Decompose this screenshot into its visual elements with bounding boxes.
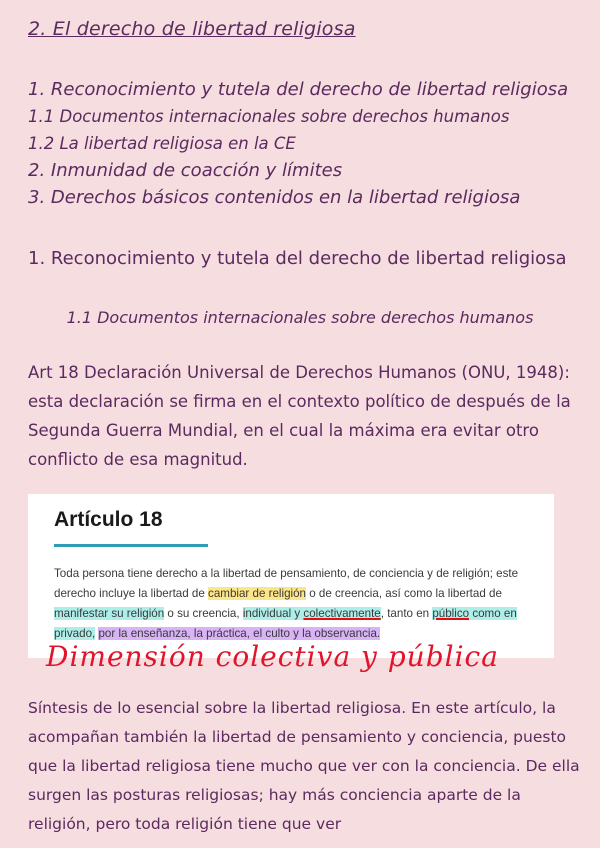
toc-item: 1. Reconocimiento y tutela del derecho de libertad religiosa [28, 79, 569, 100]
highlight-cyan-underlined: colectivamente [303, 607, 381, 620]
highlight-yellow: cambiar de religión [208, 587, 306, 600]
paragraph-body: esta declaración se firma en el contexto político de después de la Segunda Guerra Mundial, en el cual la máxima era evitar otro conflicto de esa magnitud. [28, 392, 571, 469]
highlight-cyan-underlined: público [432, 607, 470, 620]
toc-item: 1.1 Documentos internacionales sobre derechos humanos [28, 107, 510, 126]
article-segment: , tanto en [380, 607, 433, 620]
toc-item: 1.2 La libertad religiosa en la CE [28, 134, 296, 153]
page-title: 2. El derecho de libertad religiosa [28, 18, 356, 40]
handwritten-annotation: Dimensión colectiva y pública [46, 640, 499, 673]
highlight-purple: por la enseñanza, la práctica, el culto y la observancia. [98, 627, 381, 640]
highlight-cyan: individual y [242, 607, 304, 620]
article-segment: o de creencia, así como la libertad de [306, 587, 502, 600]
section-heading: 1. Reconocimiento y tutela del derecho de libertad religiosa [28, 248, 567, 269]
article-text [54, 564, 544, 644]
toc-item: 3. Derechos básicos contenidos en la libertad religiosa [28, 187, 521, 208]
article-segment: o su creencia, [164, 607, 243, 620]
subsection-heading: 1.1 Documentos internacionales sobre derechos humanos [66, 308, 534, 327]
article-segment: Toda persona tiene derecho a la libertad de pensamiento, de conciencia y de religión; este derecho incluye la libertad de [54, 567, 519, 600]
paragraph-lead: Art 18 Declaración Universal de Derechos Humanos (ONU, 1948): [28, 363, 570, 382]
toc-item: 2. Inmunidad de coacción y límites [28, 160, 343, 181]
article-card [28, 494, 554, 658]
highlight-cyan: como en privado, [54, 607, 517, 640]
article-title-rule [54, 544, 208, 547]
highlight-cyan: manifestar su religión [54, 607, 165, 620]
table-of-contents [28, 76, 588, 211]
article-title: Artículo 18 [54, 508, 163, 531]
paragraph-synthesis: Síntesis de lo esencial sobre la libertad religiosa. En este artículo, la acompañan también la libertad de pensamiento y conciencia, puesto que la libertad religiosa tiene mucho que ver con la conciencia. De ella surgen las posturas religiosas; hay más conciencia aparte de la religión, pero toda religión tiene que ver [28, 699, 580, 833]
paragraph-art18 [28, 358, 584, 474]
